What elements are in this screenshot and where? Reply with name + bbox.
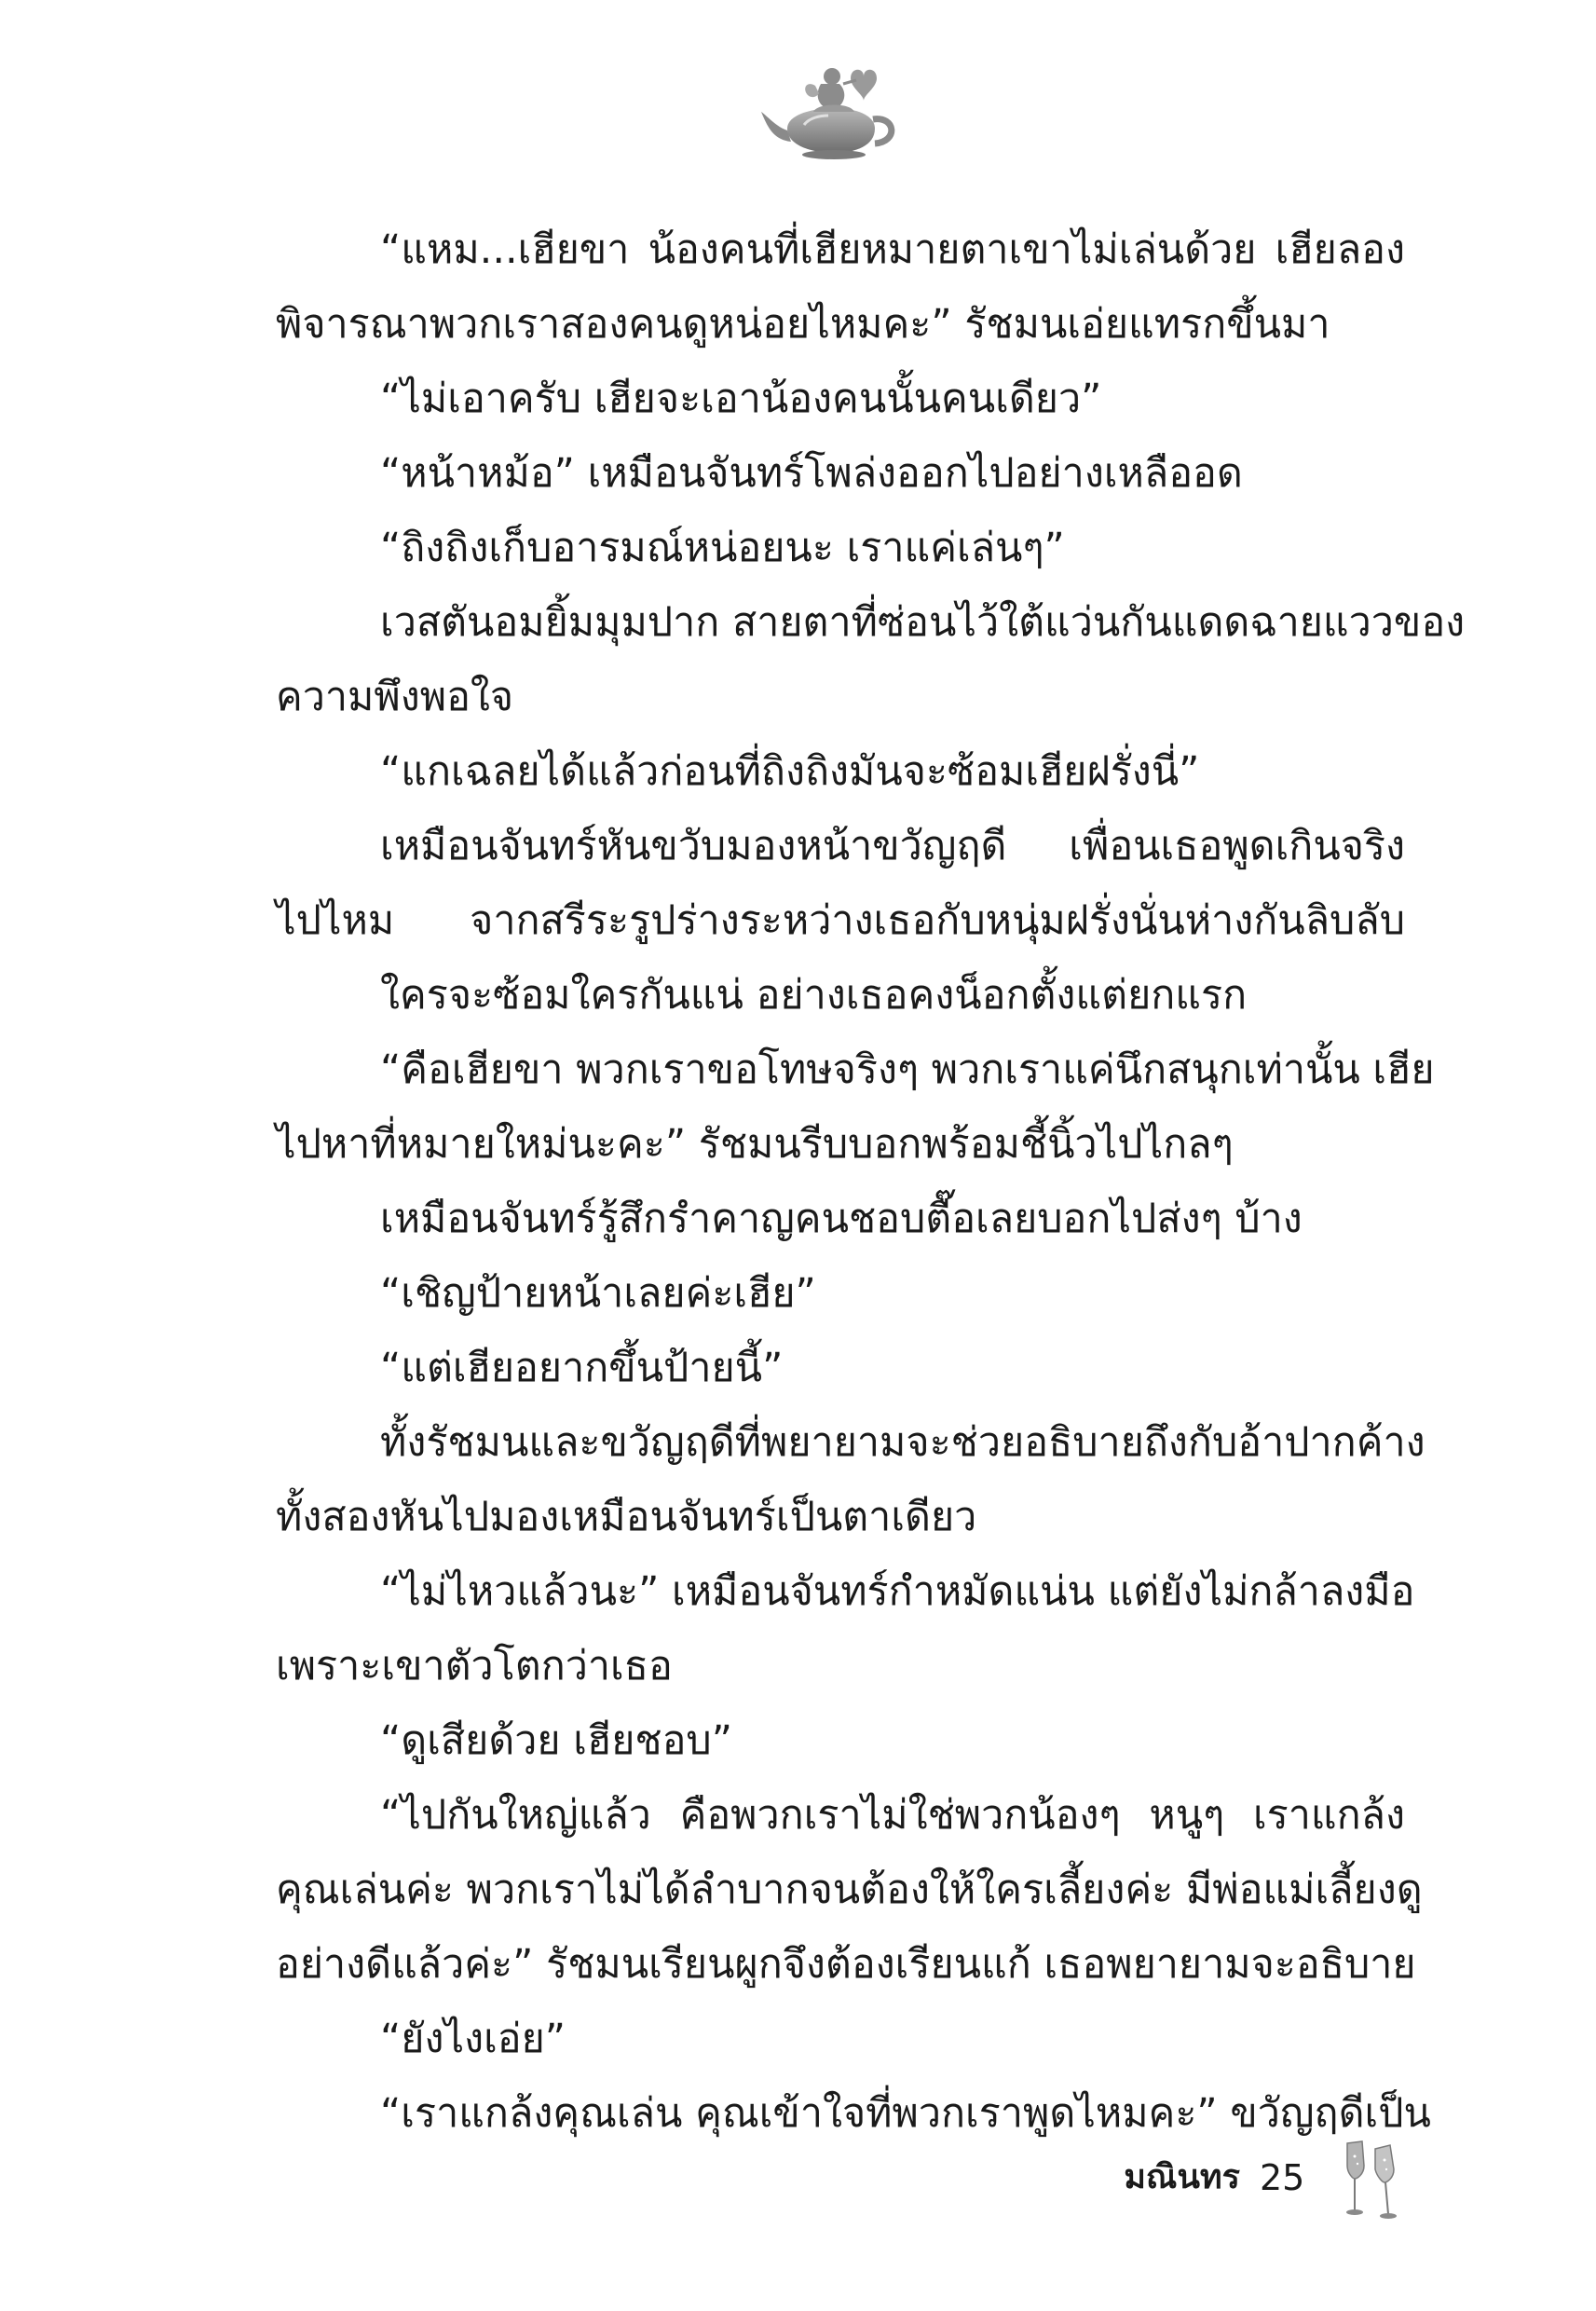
text-line: ไปหาที่หมายใหม่นะคะ” รัชมนรีบบอกพร้อมชี้นิ้วไปไกลๆ [276,1121,1234,1168]
champagne-glasses-icon [1334,2134,1409,2227]
text-line: “ไม่เอาครับ เฮียจะเอาน้องคนนั้นคนเดียว” [380,376,1102,422]
text-line: เหมือนจันทร์รู้สึกรำคาญคนชอบตื๊อเลยบอกไปส่งๆ บ้าง [380,1196,1303,1242]
text-line: พิจารณาพวกเราสองคนดูหน่อยไหมคะ” รัชมนเอ่ยแทรกขึ้นมา [276,301,1330,348]
text-line: อย่างดีแล้วค่ะ” รัชมนเรียนผูกจึงต้องเรียนแก้ เธอพยายามจะอธิบาย [276,1941,1416,1988]
text-line: “ไปกันใหญ่แล้ว คือพวกเราไม่ใช่พวกน้องๆ หนูๆ เราแกล้ง [380,1792,1405,1839]
text-line: ไปไหม จากสรีระรูปร่างระหว่างเธอกับหนุ่มฝรั่งนั่นห่างกันลิบลับ [276,897,1405,944]
text-line: ความพึงพอใจ [276,674,514,720]
text-line: ทั้งสองหันไปมองเหมือนจันทร์เป็นตาเดียว [276,1494,977,1540]
text-line: “ถิงถิงเก็บอารมณ์หน่อยนะ เราแค่เล่นๆ” [380,525,1065,571]
text-line: เวสตันอมยิ้มมุมปาก สายตาที่ซ่อนไว้ใต้แว่นกันแดดฉายแววของ [380,599,1466,646]
text-line: “แกเฉลยได้แล้วก่อนที่ถิงถิงมันจะซ้อมเฮียฝรั่งนี่” [380,748,1200,795]
text-line: “คือเฮียขา พวกเราขอโทษจริงๆ พวกเราแค่นึกสนุกเท่านั้น เฮีย [380,1046,1435,1093]
author-name: มณินทร [1124,2158,1240,2196]
text-line: “เชิญป้ายหน้าเลยค่ะเฮีย” [380,1270,816,1317]
text-line: คุณเล่นค่ะ พวกเราไม่ได้ลำบากจนต้องให้ใครเลี้ยงค่ะ มีพ่อแม่เลี้ยงดู [276,1867,1423,1913]
text-line: “เราแกล้งคุณเล่น คุณเข้าใจที่พวกเราพูดไหมคะ” ขวัญฤดีเป็น [380,2090,1431,2137]
page-number: 25 [1260,2157,1305,2198]
text-line: ทั้งรัชมนและขวัญฤดีที่พยายามจะช่วยอธิบายถึงกับอ้าปากค้าง [380,1419,1425,1466]
teapot-cupid-ornament-icon [759,56,908,168]
story-text [276,212,1466,2151]
text-line: ใครจะซ้อมใครกันแน่ อย่างเธอคงน็อกตั้งแต่ยกแรก [380,972,1248,1019]
text-line: “ยังไงเอ่ย” [380,2016,566,2062]
text-line: “ดูเสียด้วย เฮียชอบ” [380,1717,732,1764]
text-line: “แหม...เฮียขา น้องคนที่เฮียหมายตาเขาไม่เล่นด้วย เฮียลอง [380,226,1405,273]
page-footer [0,2134,1596,2227]
text-line: เหมือนจันทร์หันขวับมองหน้าขวัญฤดี เพื่อนเธอพูดเกินจริง [380,823,1405,869]
text-line: “ไม่ไหวแล้วนะ” เหมือนจันทร์กำหมัดแน่น แต่ยังไม่กล้าลงมือ [380,1568,1415,1615]
text-line: “แต่เฮียอยากขึ้นป้ายนี้” [380,1345,784,1391]
text-line: เพราะเขาตัวโตกว่าเธอ [276,1643,673,1689]
text-line: “หน้าหม้อ” เหมือนจันทร์โพล่งออกไปอย่างเหลืออด [380,450,1243,497]
